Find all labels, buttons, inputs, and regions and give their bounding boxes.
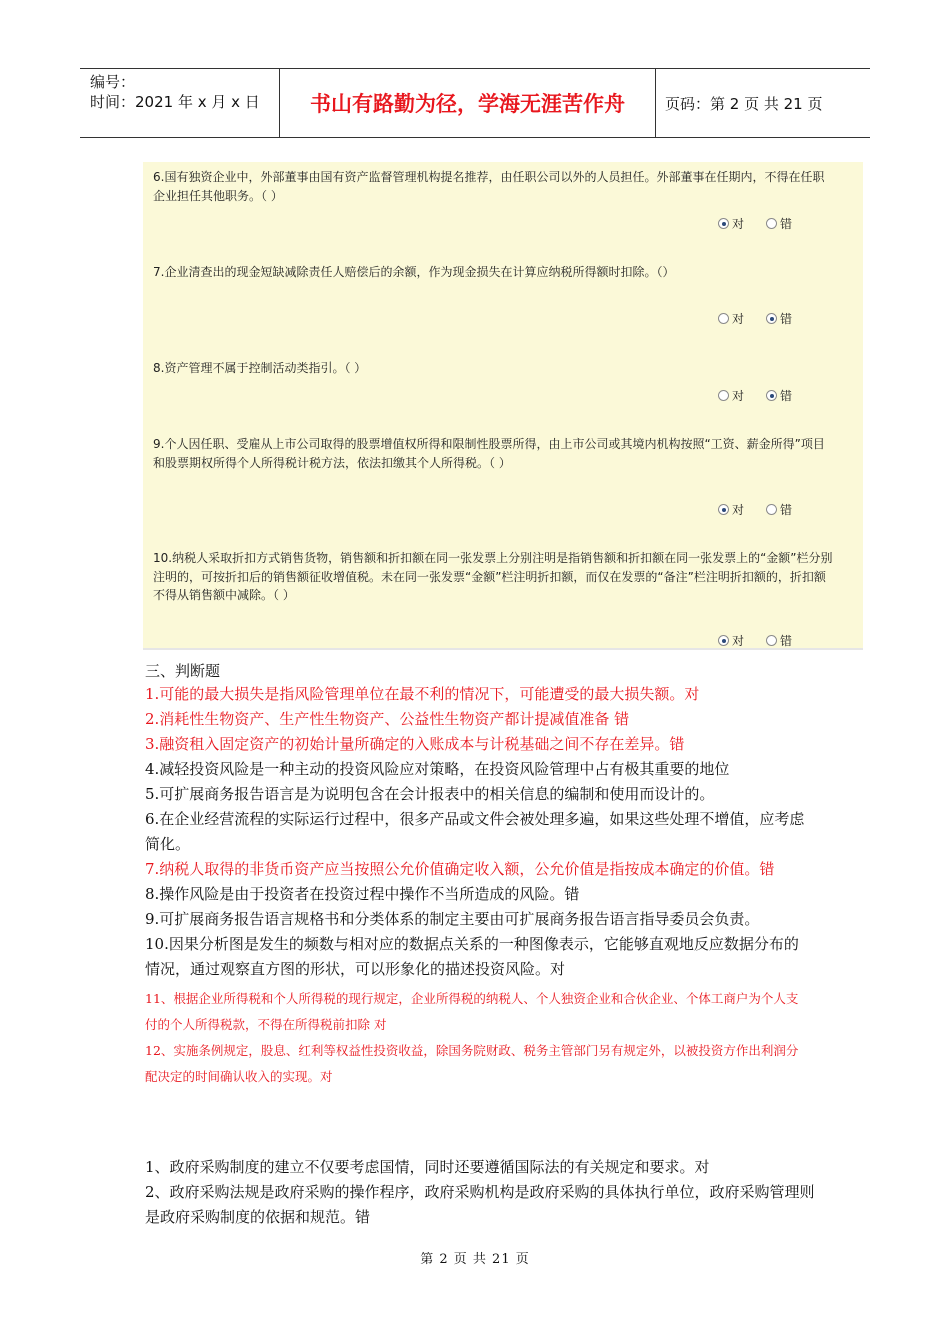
question-6-options	[718, 215, 792, 232]
list-item: 11、根据企业所得税和个人所得税的现行规定，企业所得税的纳税人、个人独资企业和合伙企业、个体工商户为个人支付的个人所得税款，不得在所得税前扣除 对	[145, 991, 799, 1032]
list-item: 1.可能的最大损失是指风险管理单位在最不利的情况下，可能遭受的最大损失额。对	[145, 685, 700, 703]
option-true[interactable]: 对	[718, 632, 744, 649]
page-header	[80, 68, 870, 138]
page-footer: 第 2 页 共 21 页	[420, 1252, 530, 1267]
header-meta	[80, 69, 280, 137]
question-9-options	[718, 501, 792, 518]
option-true[interactable]: 对	[718, 215, 744, 232]
question-8-options	[718, 387, 792, 404]
question-8: 8.资产管理不属于控制活动类指引。（ ）	[153, 361, 367, 375]
list-item: 6.在企业经营流程的实际运行过程中，很多产品或文件会被处理多遍，如果这些处理不增值，应考虑简化。	[145, 810, 805, 853]
list-item: 3.融资租入固定资产的初始计量所确定的入账成本与计税基础之间不存在差异。错	[145, 735, 685, 753]
list-item: 8.操作风险是由于投资者在投资过程中操作不当所造成的风险。错	[145, 885, 580, 903]
list-item: 1、政府采购制度的建立不仅要考虑国情，同时还要遵循国际法的有关规定和要求。对	[145, 1158, 710, 1176]
radio-icon[interactable]	[718, 313, 729, 324]
section-title: 三、判断题	[145, 662, 221, 680]
radio-selected-icon[interactable]	[718, 218, 729, 229]
radio-selected-icon[interactable]	[718, 635, 729, 646]
question-7: 7.企业清查出的现金短缺减除责任人赔偿后的余额，作为现金损失在计算应纳税所得额时扣除。（）	[153, 265, 675, 279]
gov-procurement-list	[145, 1155, 815, 1230]
judgement-list	[145, 682, 805, 1090]
radio-icon[interactable]	[718, 390, 729, 401]
list-item: 5.可扩展商务报告语言是为说明包含在会计报表中的相关信息的编制和使用而设计的。	[145, 785, 715, 803]
radio-icon[interactable]	[766, 504, 777, 515]
option-false[interactable]: 错	[766, 501, 792, 518]
option-true[interactable]: 对	[718, 310, 744, 327]
list-item: 12、实施条例规定，股息、红利等权益性投资收益，除国务院财政、税务主管部门另有规定外，以被投资方作出利润分配决定的时间确认收入的实现。对	[145, 1043, 799, 1084]
option-true[interactable]: 对	[718, 501, 744, 518]
list-item: 9.可扩展商务报告语言规格书和分类体系的制定主要由可扩展商务报告语言指导委员会负责。	[145, 910, 760, 928]
radio-selected-icon[interactable]	[718, 504, 729, 515]
question-7-options	[718, 310, 792, 327]
option-true[interactable]: 对	[718, 387, 744, 404]
option-false[interactable]: 错	[766, 310, 792, 327]
list-item: 7.纳税人取得的非货币资产应当按照公允价值确定收入额，公允价值是指按成本确定的价值。错	[145, 860, 775, 878]
option-false[interactable]: 错	[766, 387, 792, 404]
list-item: 2、政府采购法规是政府采购的操作程序，政府采购机构是政府采购的具体执行单位，政府采购管理则是政府采购制度的依据和规范。错	[145, 1183, 815, 1226]
question-9: 9.个人因任职、受雇从上市公司取得的股票增值权所得和限制性股票所得，由上市公司或其境内机构按照“工资、薪金所得”项目和股票期权所得个人所得税计税方法，依法扣缴其个人所得税。（ ）	[153, 437, 825, 470]
question-10-options	[718, 632, 792, 649]
list-item: 2.消耗性生物资产、生产性生物资产、公益性生物资产都计提减值准备 错	[145, 710, 630, 728]
list-item: 4.减轻投资风险是一种主动的投资风险应对策略，在投资风险管理中占有极其重要的地位	[145, 760, 730, 778]
option-false[interactable]: 错	[766, 632, 792, 649]
radio-icon[interactable]	[766, 218, 777, 229]
time-line: 时间：2021 年 x 月 x 日	[90, 93, 260, 111]
number-label: 编号：	[90, 73, 136, 91]
radio-selected-icon[interactable]	[766, 313, 777, 324]
motto: 书山有路勤为径，学海无涯苦作舟	[280, 69, 656, 137]
page-info: 页码：第 2 页 共 21 页	[665, 94, 823, 113]
question-10: 10.纳税人采取折扣方式销售货物，销售额和折扣额在同一张发票上分别注明是指销售额和折扣额在同一张发票上的“金额”栏分别注明的，可按折扣后的销售额征收增值税。未在同一张发票“金额”栏注明折扣额，而仅在发票的“备注”栏注明折扣额的，折扣额不得从销售额中减除。（ ）	[153, 551, 833, 602]
question-6: 6.国有独资企业中，外部董事由国有资产监督管理机构提名推荐，由任职公司以外的人员担任。外部董事在任期内，不得在任职企业担任其他职务。（ ）	[153, 170, 825, 203]
list-item: 10.因果分析图是发生的频数与相对应的数据点关系的一种图像表示，它能够直观地反应数据分布的情况，通过观察直方图的形状，可以形象化的描述投资风险。对	[145, 935, 799, 978]
option-false[interactable]: 错	[766, 215, 792, 232]
quiz-panel	[143, 162, 863, 650]
radio-selected-icon[interactable]	[766, 390, 777, 401]
radio-icon[interactable]	[766, 635, 777, 646]
